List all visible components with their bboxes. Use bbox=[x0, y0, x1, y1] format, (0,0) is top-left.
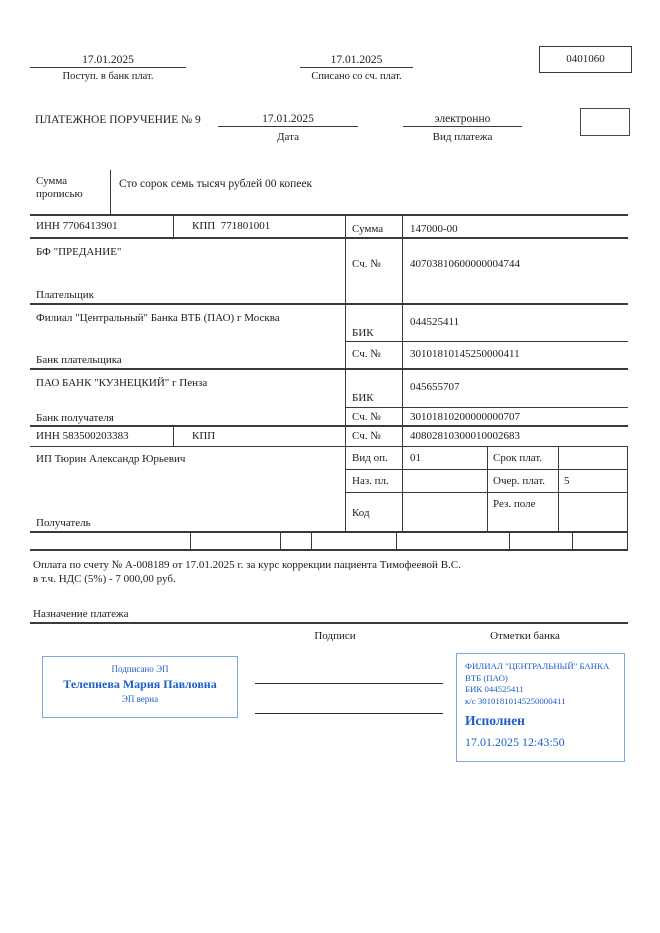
naz-pl-label: Наз. пл. bbox=[352, 475, 389, 487]
kod-label: Код bbox=[352, 507, 370, 519]
payee-bank-account-label: Сч. № bbox=[352, 411, 381, 423]
payee-kpp-label: КПП bbox=[192, 430, 216, 442]
bank-stamp-status: Исполнен bbox=[465, 713, 525, 728]
payer-bank-account-label: Сч. № bbox=[352, 348, 381, 360]
table-line bbox=[345, 407, 628, 408]
payer-kpp: КПП 771801001 bbox=[192, 220, 271, 232]
table-line bbox=[190, 533, 191, 549]
payer-bank-label: Банк плательщика bbox=[36, 354, 122, 366]
debited-from-account-label: Списано со сч. плат. bbox=[311, 71, 402, 82]
table-line bbox=[30, 531, 628, 533]
payer-account: 40703810600000004744 bbox=[410, 258, 520, 270]
table-line bbox=[311, 533, 312, 549]
table-line bbox=[627, 446, 628, 550]
vid-op-label: Вид оп. bbox=[352, 452, 388, 464]
payee-bank-bik-label: БИК bbox=[352, 392, 374, 404]
table-line bbox=[30, 303, 628, 305]
table-line bbox=[345, 214, 346, 532]
payer-label: Плательщик bbox=[36, 289, 94, 301]
payer-bank-account: 30101810145250000411 bbox=[410, 348, 520, 360]
received-in-bank-date: 17.01.2025 bbox=[30, 53, 186, 68]
sum-value: 147000-00 bbox=[410, 223, 458, 235]
form-code-box: 0401060 bbox=[539, 46, 632, 73]
srok-plat-label: Срок плат. bbox=[493, 452, 543, 464]
payer-bank-bik: 044525411 bbox=[410, 316, 460, 328]
amount-words-value: Сто сорок семь тысяч рублей 00 копеек bbox=[119, 178, 313, 190]
bank-execution-stamp bbox=[456, 653, 625, 762]
amount-words-divider bbox=[110, 170, 111, 215]
table-line bbox=[558, 446, 559, 532]
payment-kind-label: Вид платежа bbox=[432, 131, 493, 143]
table-line bbox=[30, 549, 628, 551]
bank-stamp-corr-account: к/с 30101810145250000411 bbox=[465, 695, 566, 706]
purpose-underline bbox=[30, 622, 628, 624]
signature-line-1 bbox=[255, 683, 443, 684]
ocher-plat-value: 5 bbox=[564, 475, 570, 487]
table-line bbox=[487, 446, 488, 532]
bank-stamp-timestamp: 17.01.2025 12:43:50 bbox=[465, 735, 565, 749]
table-line bbox=[30, 214, 628, 216]
table-line bbox=[30, 446, 628, 447]
payee-account-label: Сч. № bbox=[352, 430, 381, 442]
table-line bbox=[173, 214, 174, 238]
purpose-label: Назначение платежа bbox=[33, 608, 129, 620]
bank-stamp-branch: ФИЛИАЛ "ЦЕНТРАЛЬНЫЙ" БАНКА bbox=[465, 661, 610, 671]
table-line bbox=[345, 341, 628, 342]
e-signature-stamp bbox=[42, 656, 238, 718]
signer-name: Телепнева Мария Павловна bbox=[63, 677, 217, 691]
table-line bbox=[30, 237, 628, 239]
table-line bbox=[509, 533, 510, 549]
ep-valid-text: ЭП верна bbox=[121, 694, 159, 704]
table-line bbox=[173, 425, 174, 447]
payer-bank-name: Филиал "Центральный" Банка ВТБ (ПАО) г Москва bbox=[36, 312, 280, 324]
payer-inn: ИНН 7706413901 bbox=[36, 220, 118, 232]
table-line bbox=[280, 533, 281, 549]
purpose-line2: в т.ч. НДС (5%) - 7 000,00 руб. bbox=[33, 573, 176, 585]
document-date-label: Дата bbox=[277, 131, 299, 143]
purpose-line1: Оплата по счету № А-008189 от 17.01.2025 г. за курс коррекции пациента Тимофеевой В.С. bbox=[33, 559, 461, 571]
vid-op-value: 01 bbox=[410, 452, 421, 464]
ocher-plat-label: Очер. плат. bbox=[493, 475, 546, 487]
payer-bank-bik-label: БИК bbox=[352, 327, 374, 339]
signatures-label: Подписи bbox=[314, 630, 356, 642]
payer-account-label: Сч. № bbox=[352, 258, 381, 270]
bank-marks-label: Отметки банка bbox=[490, 630, 560, 642]
table-line bbox=[572, 533, 573, 549]
status-code-box bbox=[580, 108, 630, 136]
received-in-bank-label: Поступ. в банк плат. bbox=[62, 71, 154, 82]
document-title: ПЛАТЕЖНОЕ ПОРУЧЕНИЕ № 9 bbox=[35, 114, 201, 126]
document-date-field: 17.01.2025 bbox=[218, 112, 358, 127]
table-line bbox=[402, 214, 403, 532]
bank-stamp-branch2: ВТБ (ПАО) bbox=[465, 672, 508, 683]
table-line bbox=[30, 368, 628, 370]
payee-bank-account: 30101810200000000707 bbox=[410, 411, 520, 423]
payee-bank-label: Банк получателя bbox=[36, 412, 114, 424]
payee-bank-name: ПАО БАНК "КУЗНЕЦКИЙ" г Пенза bbox=[36, 377, 208, 389]
payee-bank-bik: 045655707 bbox=[410, 381, 460, 393]
payee-account: 40802810300010002683 bbox=[410, 430, 520, 442]
payee-inn: ИНН 583500203383 bbox=[36, 430, 129, 442]
sum-label: Сумма bbox=[352, 223, 384, 235]
payer-name: БФ "ПРЕДАНИЕ" bbox=[36, 246, 122, 258]
payee-label: Получатель bbox=[36, 517, 91, 529]
payee-name: ИП Тюрин Александр Юрьевич bbox=[36, 453, 186, 465]
table-line bbox=[396, 533, 397, 549]
debited-from-account-date: 17.01.2025 bbox=[300, 53, 413, 68]
signed-ep-text: Подписано ЭП bbox=[111, 664, 169, 674]
bank-stamp-bik: БИК 044525411 bbox=[465, 684, 524, 694]
signature-line-2 bbox=[255, 713, 443, 714]
rez-pole-label: Рез. поле bbox=[493, 498, 536, 510]
amount-words-label: Сумма прописью bbox=[36, 175, 83, 200]
payment-kind-field: электронно bbox=[403, 112, 522, 127]
table-line bbox=[30, 425, 628, 427]
